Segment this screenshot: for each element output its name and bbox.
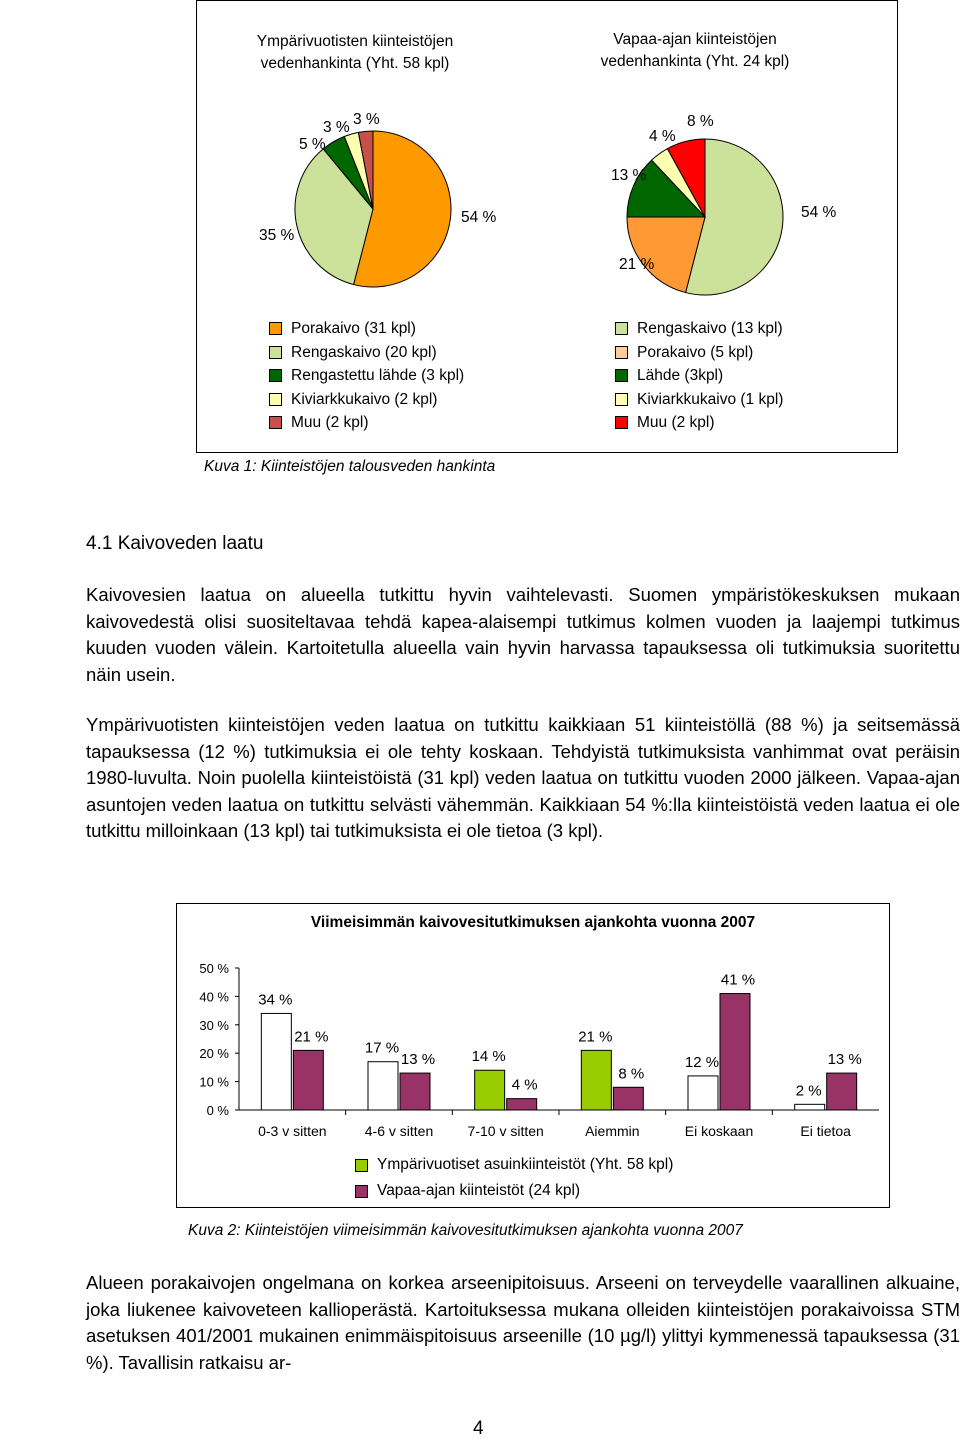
right-pie-label-rengaskaivo: 54 % bbox=[801, 204, 837, 221]
bar-ympärivuotiset bbox=[368, 1062, 398, 1110]
bar-value-label-a: 12 % bbox=[684, 1053, 720, 1071]
bar-value-label-a: 14 % bbox=[471, 1048, 506, 1066]
y-tick-label: 40 % bbox=[199, 989, 229, 1005]
right-pie-legend bbox=[615, 317, 783, 435]
legend-swatch bbox=[615, 322, 628, 335]
left-pie-label-porakaivo: 54 % bbox=[461, 209, 497, 226]
legend-label: Vapaa-ajan kiinteistöt (24 kpl) bbox=[377, 1182, 581, 1199]
category-label: Ei koskaan bbox=[684, 1123, 754, 1139]
paragraph-2: Ympärivuotisten kiinteistöjen veden laatua on tutkittu kaikkiaan 51 kiinteistöllä (88 %) ja seitsemässä tapauksessa (12 %) tutkimuksia ei ole tehty koskaan. Tehdyistä tutkimuksista vanhimmat ovat peräisin 1980-luvulta. Noin puolella kiinteistöistä (31 kpl) veden laatua on tutkittu vuoden 2000 jälkeen. Vapaa-ajan asuntojen veden laatua on tutkittu selvästi vähemmän. Kaikkiaan 54 %:lla kiinteistöistä veden laatua ei ole tutkittu milloinkaan (13 kpl) tai tutkimuksista ei ole tietoa (3 kpl). bbox=[86, 714, 960, 841]
right-pie-label-kiviarkku: 4 % bbox=[649, 128, 676, 145]
category-label: 0-3 v sitten bbox=[258, 1123, 327, 1139]
category-label: Aiemmin bbox=[585, 1123, 640, 1139]
bar-chart bbox=[177, 904, 889, 1144]
left-pie bbox=[295, 131, 451, 287]
bar-value-label-b: 21 % bbox=[294, 1028, 329, 1046]
legend-swatch bbox=[269, 416, 282, 429]
bar-chart-legend bbox=[355, 1152, 673, 1204]
bar-vapaa-ajan bbox=[827, 1073, 857, 1110]
bar-vapaa-ajan bbox=[293, 1050, 323, 1110]
bar-vapaa-ajan bbox=[720, 994, 750, 1110]
legend-label: Kiviarkkukaivo (2 kpl) bbox=[291, 390, 438, 408]
bar-ympärivuotiset bbox=[688, 1076, 718, 1110]
legend-item bbox=[269, 364, 464, 388]
bar-vapaa-ajan bbox=[400, 1073, 430, 1110]
right-pie-label-porakaivo: 21 % bbox=[619, 256, 655, 273]
legend-swatch bbox=[355, 1185, 368, 1198]
legend-label: Rengaskaivo (20 kpl) bbox=[291, 343, 437, 361]
legend-swatch bbox=[269, 346, 282, 359]
bar-value-label-b: 41 % bbox=[720, 971, 756, 989]
paragraph-1: Kaivovesien laatua on alueella tutkittu hyvin vaihtelevasti. Suomen ympäristökeskuksen mukaan kaivovedestä olisi suositeltavaa tehdä kapea-alaisempi tutkimus kolmen vuoden ja laajempi tutkimus kuuden vuoden välein. Kartoitetulla alueella vain hyvin harvassa tapauksessa oli tutkimuksia suoritettu näin usein. bbox=[86, 584, 960, 685]
legend-item bbox=[615, 388, 783, 412]
legend-item bbox=[615, 364, 783, 388]
left-pie-label-muu: 3 % bbox=[353, 111, 380, 128]
legend-swatch bbox=[269, 369, 282, 382]
legend-item bbox=[269, 388, 464, 412]
category-label: Ei tietoa bbox=[800, 1123, 851, 1139]
y-tick-label: 10 % bbox=[199, 1074, 229, 1090]
legend-label: Rengaskaivo (13 kpl) bbox=[637, 320, 783, 337]
legend-label: Muu (2 kpl) bbox=[291, 414, 369, 431]
bar-ympärivuotiset bbox=[261, 1013, 291, 1110]
legend-item bbox=[615, 341, 783, 365]
legend-swatch bbox=[615, 416, 628, 429]
section-heading: 4.1 Kaivoveden laatu bbox=[86, 533, 264, 554]
bar-value-label-a: 21 % bbox=[578, 1028, 613, 1046]
y-tick-label: 20 % bbox=[199, 1046, 229, 1062]
left-pie-title: Ympärivuotisten kiinteistöjen vedenhankinta (Yht. 58 kpl) bbox=[256, 33, 454, 72]
bar-vapaa-ajan bbox=[613, 1087, 643, 1110]
bar-ympärivuotiset bbox=[795, 1104, 825, 1110]
bar-ympärivuotiset bbox=[475, 1070, 505, 1110]
page-number: 4 bbox=[473, 1418, 484, 1439]
figure-2-caption: Kuva 2: Kiinteistöjen viimeisimmän kaivovesitutkimuksen ajankohta vuonna 2007 bbox=[188, 1222, 743, 1239]
legend-item bbox=[355, 1178, 673, 1204]
legend-swatch bbox=[355, 1159, 368, 1172]
paragraph-3: Alueen porakaivojen ongelmana on korkea arseenipitoisuus. Arseeni on terveydelle vaarallinen alkuaine, joka liukenee kaivoveteen kallioperästä. Kartoituksessa mukana olleiden kiinteistöjen porakaivoissa STM asetuksen 401/2001 mukainen enimmäispitoisuus arseenille (10 µg/l) ylittyi kymmenessä tapauksessa (31 %). Tavallisin ratkaisu ar- bbox=[86, 1272, 960, 1373]
legend-swatch bbox=[269, 393, 282, 406]
category-label: 7-10 v sitten bbox=[467, 1123, 544, 1139]
right-pie-label-muu: 8 % bbox=[687, 113, 714, 130]
legend-item bbox=[269, 411, 464, 435]
legend-item bbox=[615, 411, 783, 435]
y-tick-label: 30 % bbox=[199, 1017, 229, 1033]
bar-value-label-b: 8 % bbox=[618, 1065, 645, 1083]
bar-vapaa-ajan bbox=[507, 1099, 537, 1110]
legend-label: Ympärivuotiset asuinkiinteistöt (Yht. 58 kpl) bbox=[377, 1156, 674, 1173]
legend-item bbox=[355, 1152, 673, 1178]
legend-item bbox=[269, 317, 464, 341]
left-pie-label-rengastettu: 5 % bbox=[299, 136, 326, 153]
legend-label: Kiviarkkukaivo (1 kpl) bbox=[637, 390, 784, 408]
legend-item bbox=[269, 341, 464, 365]
figure-1-frame bbox=[196, 0, 898, 453]
category-label: 4-6 v sitten bbox=[364, 1123, 434, 1139]
y-tick-label: 50 % bbox=[199, 961, 229, 976]
bar-chart-title: Viimeisimmän kaivovesitutkimuksen ajankohta vuonna 2007 bbox=[310, 914, 756, 931]
figure-2-frame bbox=[176, 903, 890, 1208]
figure-1-caption: Kuva 1: Kiinteistöjen talousveden hankinta bbox=[204, 458, 496, 475]
bar-value-label-a: 2 % bbox=[795, 1082, 822, 1100]
left-pie-legend bbox=[269, 317, 464, 435]
bar-value-label-b: 4 % bbox=[511, 1076, 538, 1094]
left-pie-label-kiviarkku: 3 % bbox=[323, 119, 350, 136]
bar-value-label-a: 34 % bbox=[258, 991, 293, 1009]
left-pie-label-rengaskaivo: 35 % bbox=[259, 227, 295, 244]
bar-value-label-b: 13 % bbox=[827, 1051, 862, 1069]
bar-value-label-b: 13 % bbox=[400, 1051, 436, 1069]
legend-swatch bbox=[615, 393, 628, 406]
bar-value-label-a: 17 % bbox=[364, 1039, 400, 1057]
legend-label: Rengastettu lähde (3 kpl) bbox=[291, 367, 465, 384]
bar-ympärivuotiset bbox=[581, 1050, 611, 1110]
legend-swatch bbox=[615, 369, 628, 382]
legend-label: Porakaivo (5 kpl) bbox=[637, 343, 754, 361]
legend-label: Muu (2 kpl) bbox=[637, 414, 715, 431]
right-pie-title: Vapaa-ajan kiinteistöjen vedenhankinta (Yht. 24 kpl) bbox=[600, 31, 790, 70]
right-pie-label-lahde: 13 % bbox=[611, 167, 647, 184]
y-tick-label: 0 % bbox=[206, 1103, 229, 1118]
legend-label: Lähde (3kpl) bbox=[637, 367, 724, 384]
legend-swatch bbox=[615, 346, 628, 359]
legend-item bbox=[615, 317, 783, 341]
legend-swatch bbox=[269, 322, 282, 335]
legend-label: Porakaivo (31 kpl) bbox=[291, 320, 416, 337]
